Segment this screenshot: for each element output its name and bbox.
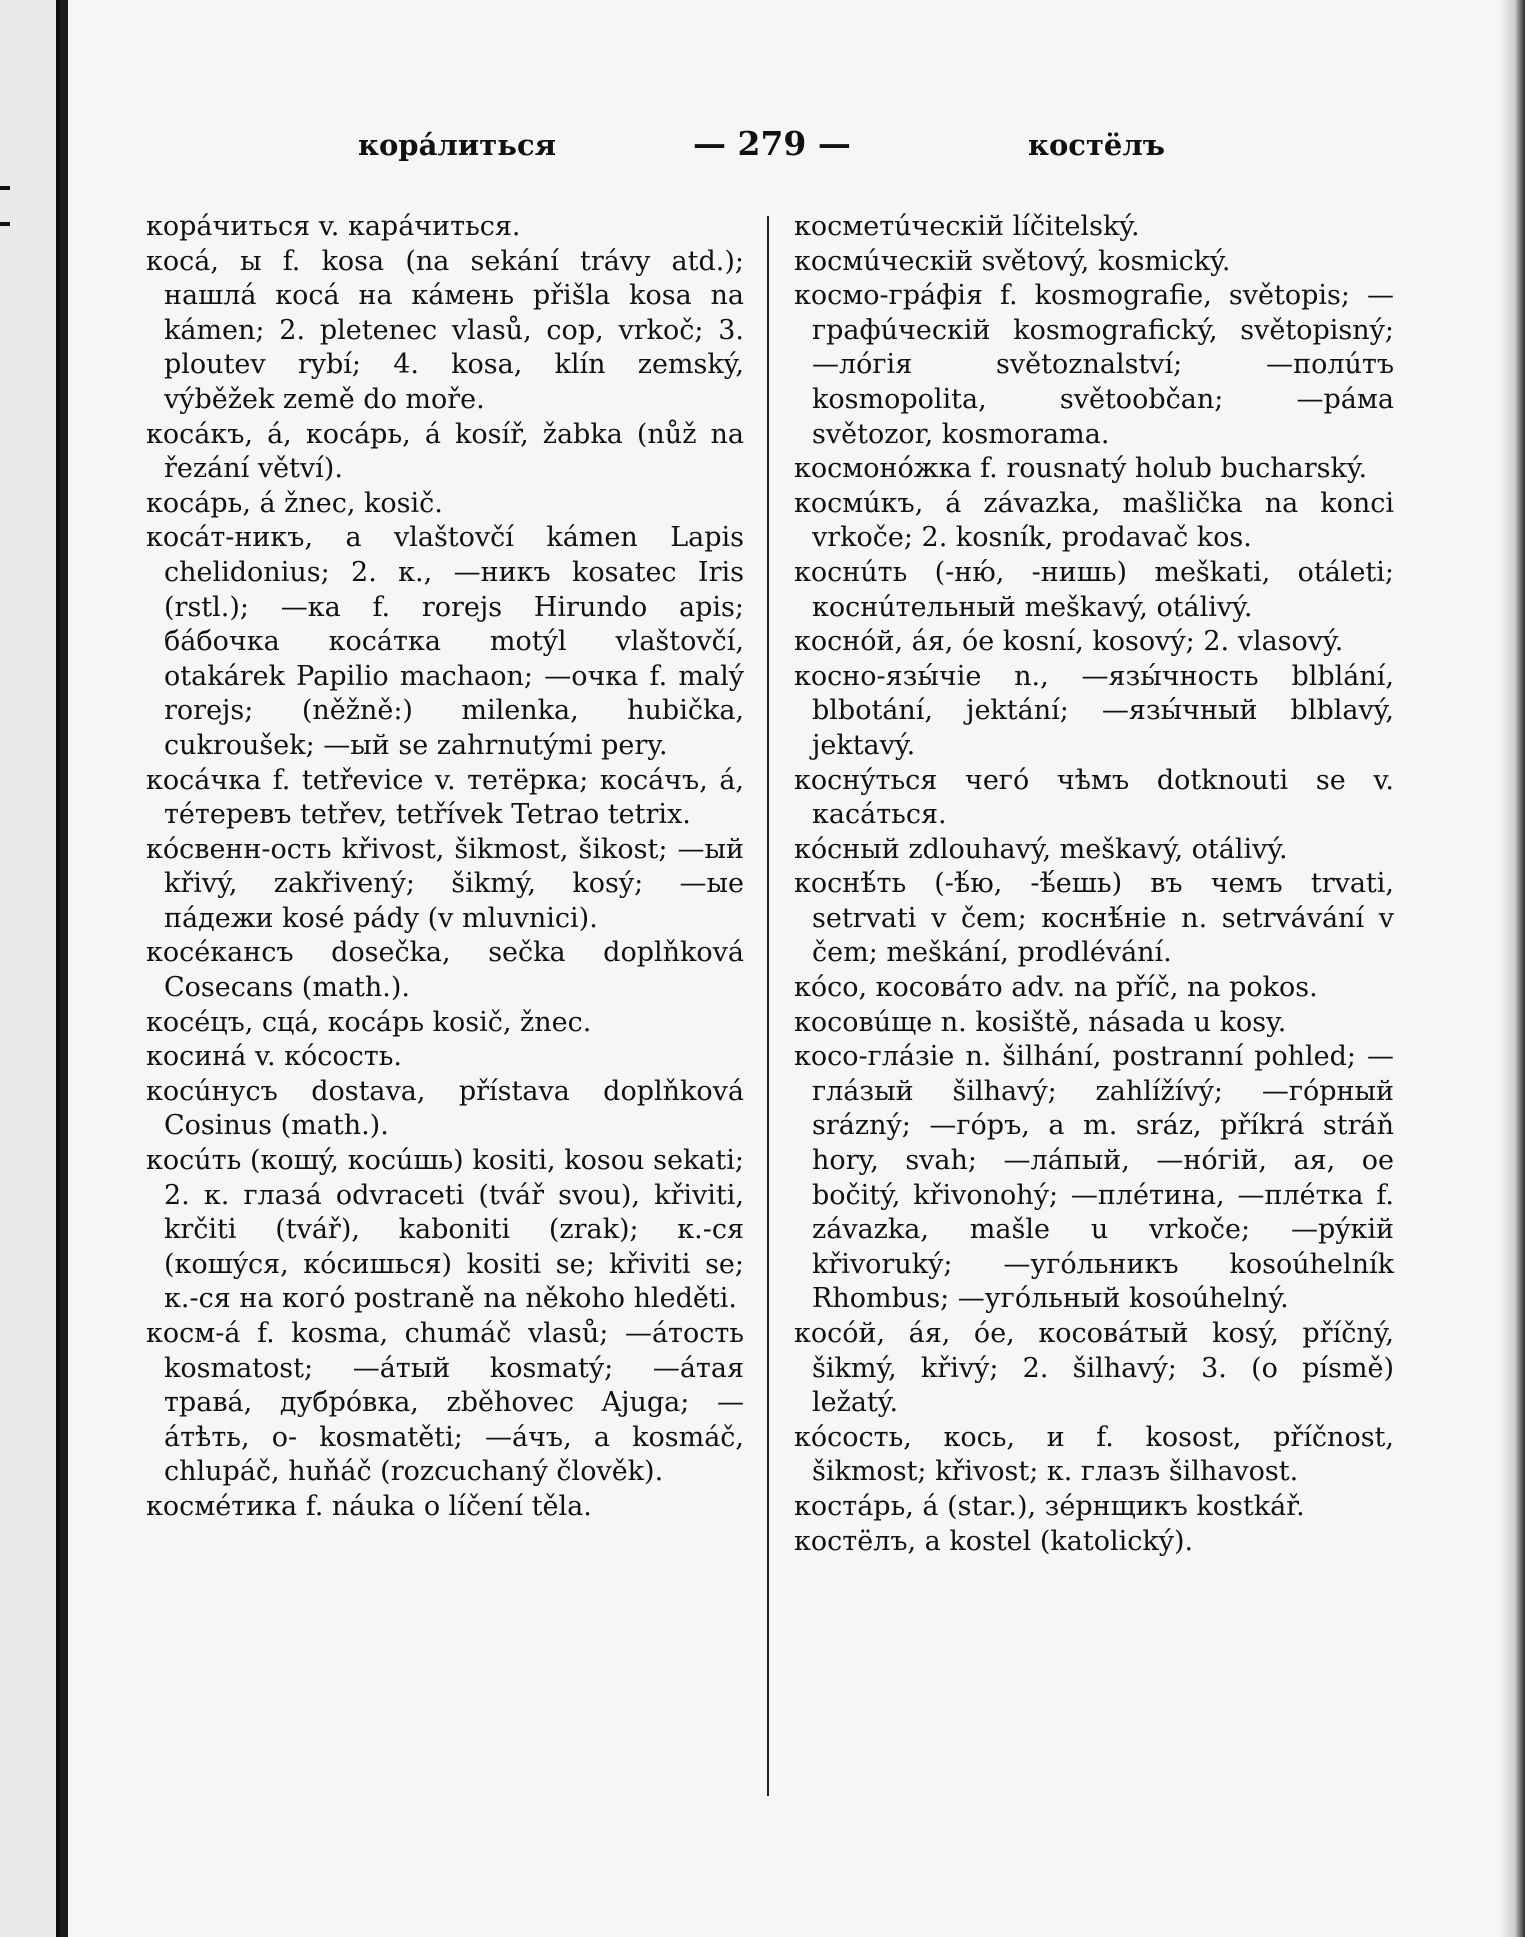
page-binding-shadow bbox=[1499, 0, 1525, 1937]
dictionary-entry: косúнусъ dostava, přístava doplňková Cosinus (math.). bbox=[146, 1075, 744, 1142]
dictionary-entry: косúть (кошý, косúшь) kositi, kosou sekati; 2. к. глазá odvraceti (tvář svou), křiviti, krčiti (tvář), kaboniti (zrak); к.-ся (кошýся, кóсишься) kositi se; křiviti se; к.-ся на когó postraně na někoho hleděti. bbox=[146, 1145, 744, 1315]
dictionary-entry: кóсо, косовáто adv. na příč, na pokos. bbox=[794, 972, 1318, 1004]
dictionary-entry: косо-глáзіе n. šilhání, postranní pohled; —глáзый šilhavý; zahlížívý; —гóрный srázný; —гóръ, a m. sráz, příkrá stráň hory, svah; —лáпый, —нóгій, ая, ое bočitý, křivonohý; —плéтина, —плéтка f. závazka, mašle u vrkoče; —рýкій křivoruký; —угóльникъ kosoúhelník Rhombus; —угóльный kosoúhelný. bbox=[794, 1041, 1394, 1315]
dictionary-entry: косм-á f. kosma, chumáč vlasů; —áтость kosmatost; —áтый kosmatý; —áтая травá, дубрóвка, zběhovec Ajuga; —áтѣть, о- kosmatěti; —áчъ, a kosmáč, chlupáč, huňáč (rozcuchaný člověk). bbox=[146, 1318, 744, 1488]
dictionary-entry: космéтика f. náuka o líčení těla. bbox=[146, 1490, 592, 1522]
right-column bbox=[794, 210, 1394, 1559]
dictionary-entry: костёлъ, а kostel (katolický). bbox=[794, 1525, 1194, 1557]
dictionary-entry: кóсный zdlouhavý, meškavý, otálivý. bbox=[794, 833, 1288, 865]
page-gutter-line bbox=[56, 0, 60, 1937]
dictionary-entry: косá, ы f. kosa (na sekání trávy atd.); нашлá косá на кáмень přišla kosa na kámen; 2. pletenec vlasů, cop, vrkoč; 3. ploutev rybí; 4. kosa, klín zemský, výběžek země do moře. bbox=[146, 245, 744, 415]
dictionary-entry: косáкъ, á, косáрь, á kosíř, žabka (nůž na řezání větví). bbox=[146, 418, 744, 485]
page-number: — 279 — bbox=[693, 124, 851, 163]
dictionary-entry: косметúческій líčitelský. bbox=[794, 211, 1140, 242]
dictionary-entry: косинá v. кóсость. bbox=[146, 1041, 402, 1073]
left-running-headword: корáлиться bbox=[358, 128, 557, 162]
dictionary-entry: кóсость, кось, и f. kosost, příčnost, šikmost; křivost; к. глазъ šilhavost. bbox=[794, 1421, 1394, 1488]
dictionary-page bbox=[68, 0, 1525, 1937]
dictionary-entry: космо-грáфія f. kosmografie, světopis; —графúческій kosmografický, světopisný; —лóгія světoznalství; —полúтъ kosmopolita, světoobčan; —рáма světozor, kosmorama. bbox=[794, 280, 1394, 450]
dictionary-entry: косéцъ, сцá, косáрь kosič, žnec. bbox=[146, 1006, 592, 1038]
dictionary-entry: косáт-никъ, а vlaštovčí kámen Lapis chelidonius; 2. к., —никъ kosatec Iris (rstl.); —ка f. rorejs Hirundo apis; бáбочка косáтка motýl vlaštovčí, otakárek Papilio machaon; —очка f. malý rorejs; (něžně:) milenka, hubička, cukroušek; —ый se zahrnutými pery. bbox=[146, 522, 744, 761]
left-column bbox=[146, 210, 744, 1525]
adjacent-page-edge bbox=[0, 0, 60, 1937]
dictionary-entry: коснýться чегó чѣмъ dotknouti se v. касáться. bbox=[794, 764, 1394, 831]
dictionary-entry: косовúще n. kosiště, násada u kosy. bbox=[794, 1006, 1287, 1038]
dictionary-entry: космонóжка f. rousnatý holub bucharský. bbox=[794, 453, 1368, 485]
dictionary-entry: костáрь, á (star.), зéрнщикъ kostkář. bbox=[794, 1490, 1305, 1522]
dictionary-entry: космúкъ, á závazka, mašlička na konci vrkoče; 2. kosník, prodavač kos. bbox=[794, 487, 1394, 554]
column-divider bbox=[767, 216, 769, 1796]
right-running-headword: костёлъ bbox=[1028, 128, 1166, 162]
edge-mark bbox=[0, 222, 10, 226]
dictionary-entry: корáчиться v. карáчиться. bbox=[146, 211, 521, 242]
dictionary-entry: косéкансъ dosečka, sečka doplňková Cosecans (math.). bbox=[146, 937, 744, 1004]
dictionary-entry: кóсвенн-ость křivost, šikmost, šikost; —ый křivý, zakřivený; šikmý, kosý; —ые пáдежи kosé pády (v mluvnici). bbox=[146, 833, 744, 934]
page-header bbox=[68, 124, 1525, 178]
dictionary-entry: косно-язы́чіе n., —язы́чность blblání, blbotání, jektání; —язы́чный blblavý, jektavý. bbox=[794, 660, 1394, 761]
dictionary-entry: коснѣ́ть (-ѣ́ю, -ѣ́ешь) въ чемъ trvati, setrvati v čem; коснѣ́ніе n. setrvávání v čem; meškání, prodlévání. bbox=[794, 868, 1394, 969]
dictionary-entry: космúческій světový, kosmický. bbox=[794, 245, 1231, 277]
dictionary-entry: косáчка f. tetřevice v. тетёрка; косáчъ, á, тéтеревъ tetřev, tetřívek Tetrao tetrix. bbox=[146, 764, 744, 831]
dictionary-entry: коснóй, áя, óе kosní, kosový; 2. vlasový. bbox=[794, 626, 1344, 658]
dictionary-entry: косáрь, á žnec, kosič. bbox=[146, 487, 443, 519]
dictionary-entry: косóй, áя, óе, косовáтый kosý, příčný, šikmý, křivý; 2. šilhavý; 3. (o písmě) ležatý. bbox=[794, 1318, 1394, 1419]
edge-mark bbox=[0, 186, 10, 190]
dictionary-entry: коснúть (-ню́, -нишь) meškati, otáleti; коснúтельный meškavý, otálivý. bbox=[794, 556, 1394, 623]
